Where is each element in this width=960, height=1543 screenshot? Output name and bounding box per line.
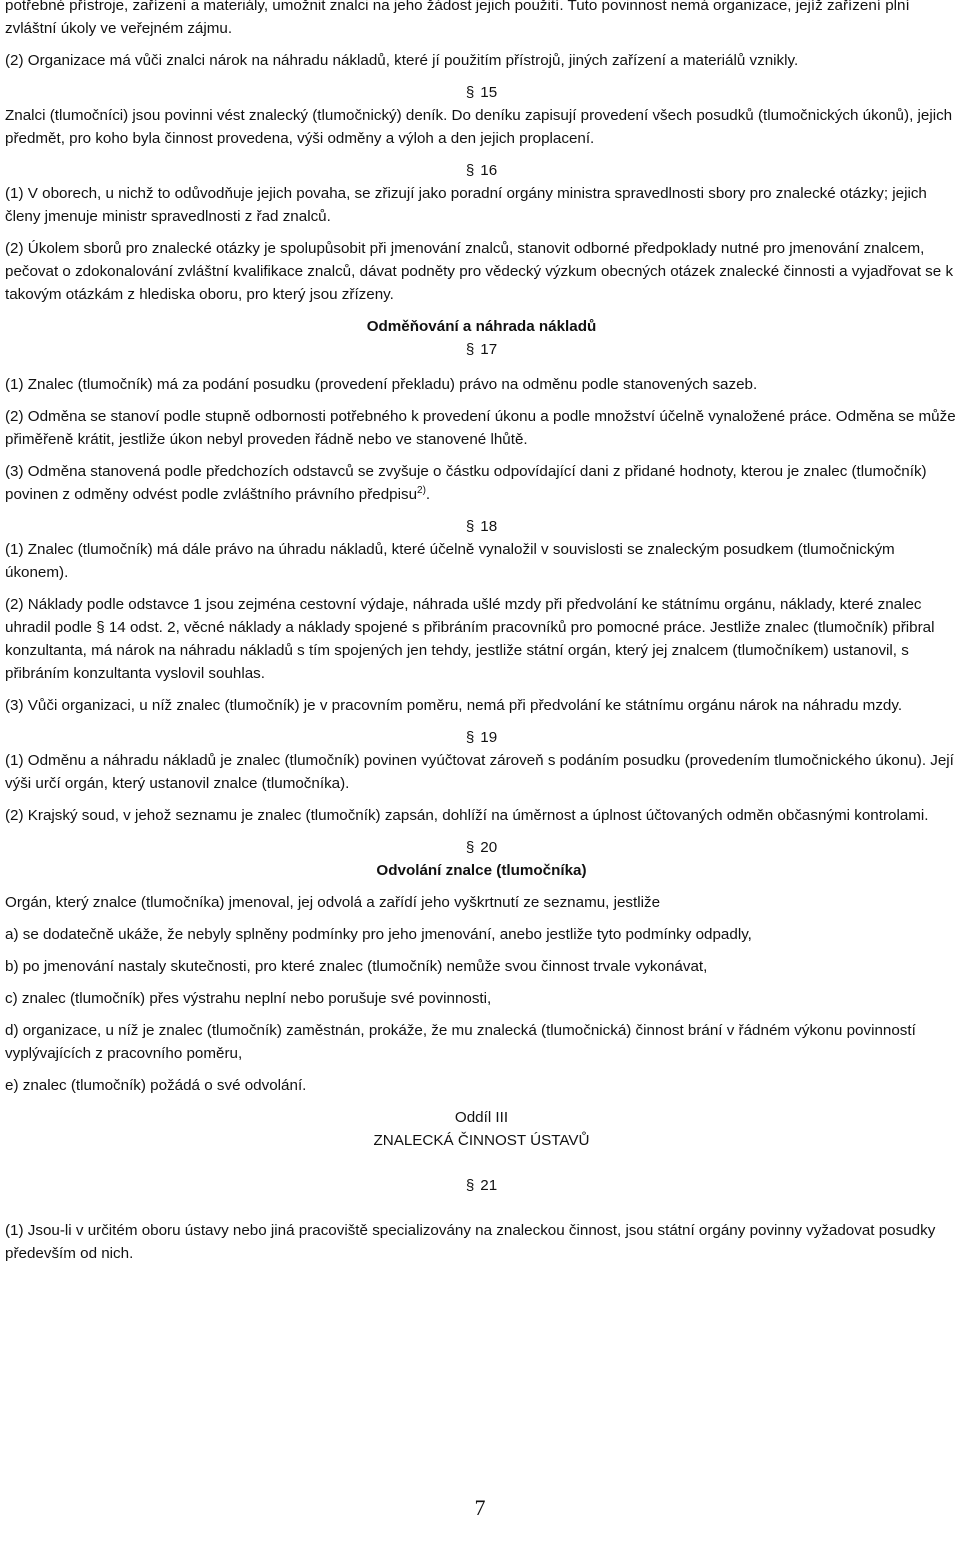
paragraph-17-3-end: .: [425, 486, 431, 503]
paragraph-21-1: (1) Jsou-li v určitém oboru ústavy nebo jiná pracoviště specializovány na znaleckou činnost, jsou státní orgány povinny vyžadovat posudky především od nich.: [5, 1222, 936, 1262]
section-symbol: §: [465, 162, 475, 179]
section-symbol: §: [465, 341, 475, 358]
list-item-a: a) se dodatečně ukáže, že nebyly splněny podmínky pro jeho jmenování, anebo jestliže tyto podmínky odpadly,: [5, 926, 752, 943]
page-number: 7: [474, 1495, 486, 1520]
paragraph-16-2: (2) Úkolem sborů pro znalecké otázky je spolupůsobit při jmenování znalců, stanovit odborné předpoklady nutné pro jmenování znalcem, pečovat o zdokonalování zvláštní kvalifikace znalců, dávat podněty pro vědecký výzkum obecných otázek znalecké činnosti a vyjadřovat se k takovým otázkám z hlediska oboru, pro který jsou zřízeny.: [5, 240, 954, 303]
paragraph-17-1: (1) Znalec (tlumočník) má za podání posudku (provedení překladu) právo na odměnu podle stanovených sazeb.: [5, 376, 758, 393]
list-item-d: d) organizace, u níž je znalec (tlumočník) zaměstnán, prokáže, že mu znalecká (tlumočnická) činnost brání v řádném výkonu povinností vyplývajících z pracovního poměru,: [5, 1022, 916, 1062]
list-item-e: e) znalec (tlumočník) požádá o své odvolání.: [5, 1077, 307, 1094]
paragraph-20-intro: Orgán, který znalce (tlumočníka) jmenoval, jej odvolá a zařídí jeho vyškrtnutí ze seznamu, jestliže: [5, 894, 661, 911]
section-19-heading: [5, 726, 958, 749]
paragraph-15: Znalci (tlumočníci) jsou povinni vést znalecký (tlumočnický) deník. Do deníku zapisují provedení všech posudků (tlumočnických úkonů), jejich předmět, pro koho byla činnost provedena, výši odměny a výloh a den jejich proplacení.: [5, 107, 953, 147]
paragraph-18-3: (3) Vůči organizaci, u níž znalec (tlumočník) je v pracovním poměru, nemá při předvolání ke státnímu orgánu nárok na náhradu mzdy.: [5, 697, 903, 714]
heading-remuneration: Odměňování a náhrada nákladů: [366, 318, 597, 335]
paragraph-17-3: [5, 460, 958, 506]
section-20-title: Odvolání znalce (tlumočníka): [376, 862, 587, 879]
paragraph-lead-in: potřebné přístroje, zařízení a materiály, umožnit znalci na jeho žádost jejich použití. Tuto povinnost nemá organizace, jejíž zařízení plní zvláštní úkoly ve veřejném zájmu.: [5, 0, 910, 37]
paragraph-16-1: (1) V oborech, u nichž to odůvodňuje jejich povaha, se zřizují jako poradní orgány ministra spravedlnosti sbory pro znalecké otázky; jejich členy jmenuje ministr spravedlnosti z řad znalců.: [5, 185, 927, 225]
section-number: 19: [480, 729, 498, 746]
section-21-heading: [5, 1174, 958, 1197]
section-number: 17: [480, 341, 498, 358]
list-item-b: b) po jmenování nastaly skutečnosti, pro které znalec (tlumočník) nemůže svou činnost trvale vykonávat,: [5, 958, 708, 975]
section-16-heading: [5, 159, 958, 182]
section-symbol: §: [465, 1177, 475, 1194]
section-15-heading: [5, 81, 958, 104]
section-18-heading: [5, 515, 958, 538]
paragraph-19-2: (2) Krajský soud, v jehož seznamu je znalec (tlumočník) zapsán, dohlíží na úměrnost a úplnost účtovaných odměn občasnými kontrolami.: [5, 807, 929, 824]
section-number: 20: [480, 839, 498, 856]
paragraph-17-3-text: (3) Odměna stanovená podle předchozích odstavců se zvyšuje o částku odpovídající dani z přidané hodnoty, kterou je znalec (tlumočník) povinen z odměny odvést podle zvláštního právního předpisu: [5, 463, 927, 503]
paragraph-18-2: (2) Náklady podle odstavce 1 jsou zejména cestovní výdaje, náhrada ušlé mzdy při předvolání ke státnímu orgánu, náklady, které znalec uhradil podle § 14 odst. 2, věcné náklady a náklady spojené s přibráním pracovníků pro pomocné práce. Jestliže znalec (tlumočník) přibral konzultanta, má nárok na náhradu nákladů s tím spojených jen tehdy, jestliže státní orgán, který jej znalcem (tlumočníkem) ustanovil, s přibráním konzultanta vyslovil souhlas.: [5, 596, 935, 682]
paragraph-14-2: (2) Organizace má vůči znalci nárok na náhradu nákladů, které jí použitím přístrojů, jiných zařízení a materiálů vznikly.: [5, 52, 799, 69]
footnote-reference: 2): [417, 485, 426, 496]
list-item-c: c) znalec (tlumočník) přes výstrahu neplní nebo porušuje své povinnosti,: [5, 990, 492, 1007]
paragraph-19-1: (1) Odměnu a náhradu nákladů je znalec (tlumočník) povinen vyúčtovat zároveň s podáním posudku (provedením tlumočnického úkonu). Její výši určí orgán, který ustanovil znalce (tlumočníka).: [5, 752, 954, 792]
section-20-heading: [5, 836, 958, 859]
section-symbol: §: [465, 518, 475, 535]
paragraph-18-1: (1) Znalec (tlumočník) má dále právo na úhradu nákladů, které účelně vynaložil v souvislosti se znaleckým posudkem (tlumočnickým úkonem).: [5, 541, 895, 581]
section-symbol: §: [465, 84, 475, 101]
section-number: 18: [480, 518, 498, 535]
section-number: 16: [480, 162, 498, 179]
section-number: 15: [480, 84, 498, 101]
document-page: [5, 0, 958, 1274]
part-3-label: Oddíl III: [454, 1109, 509, 1126]
paragraph-17-2: (2) Odměna se stanoví podle stupně odbornosti potřebného k provedení úkonu a podle množství účelně vynaložené práce. Odměna se může přiměřeně krátit, jestliže úkon nebyl proveden řádně nebo ve stanovené lhůtě.: [5, 408, 956, 448]
section-symbol: §: [465, 839, 475, 856]
section-symbol: §: [465, 729, 475, 746]
part-3-title: ZNALECKÁ ČINNOST ÚSTAVŮ: [373, 1132, 590, 1149]
section-number: 21: [480, 1177, 498, 1194]
section-17-heading: [5, 338, 958, 361]
